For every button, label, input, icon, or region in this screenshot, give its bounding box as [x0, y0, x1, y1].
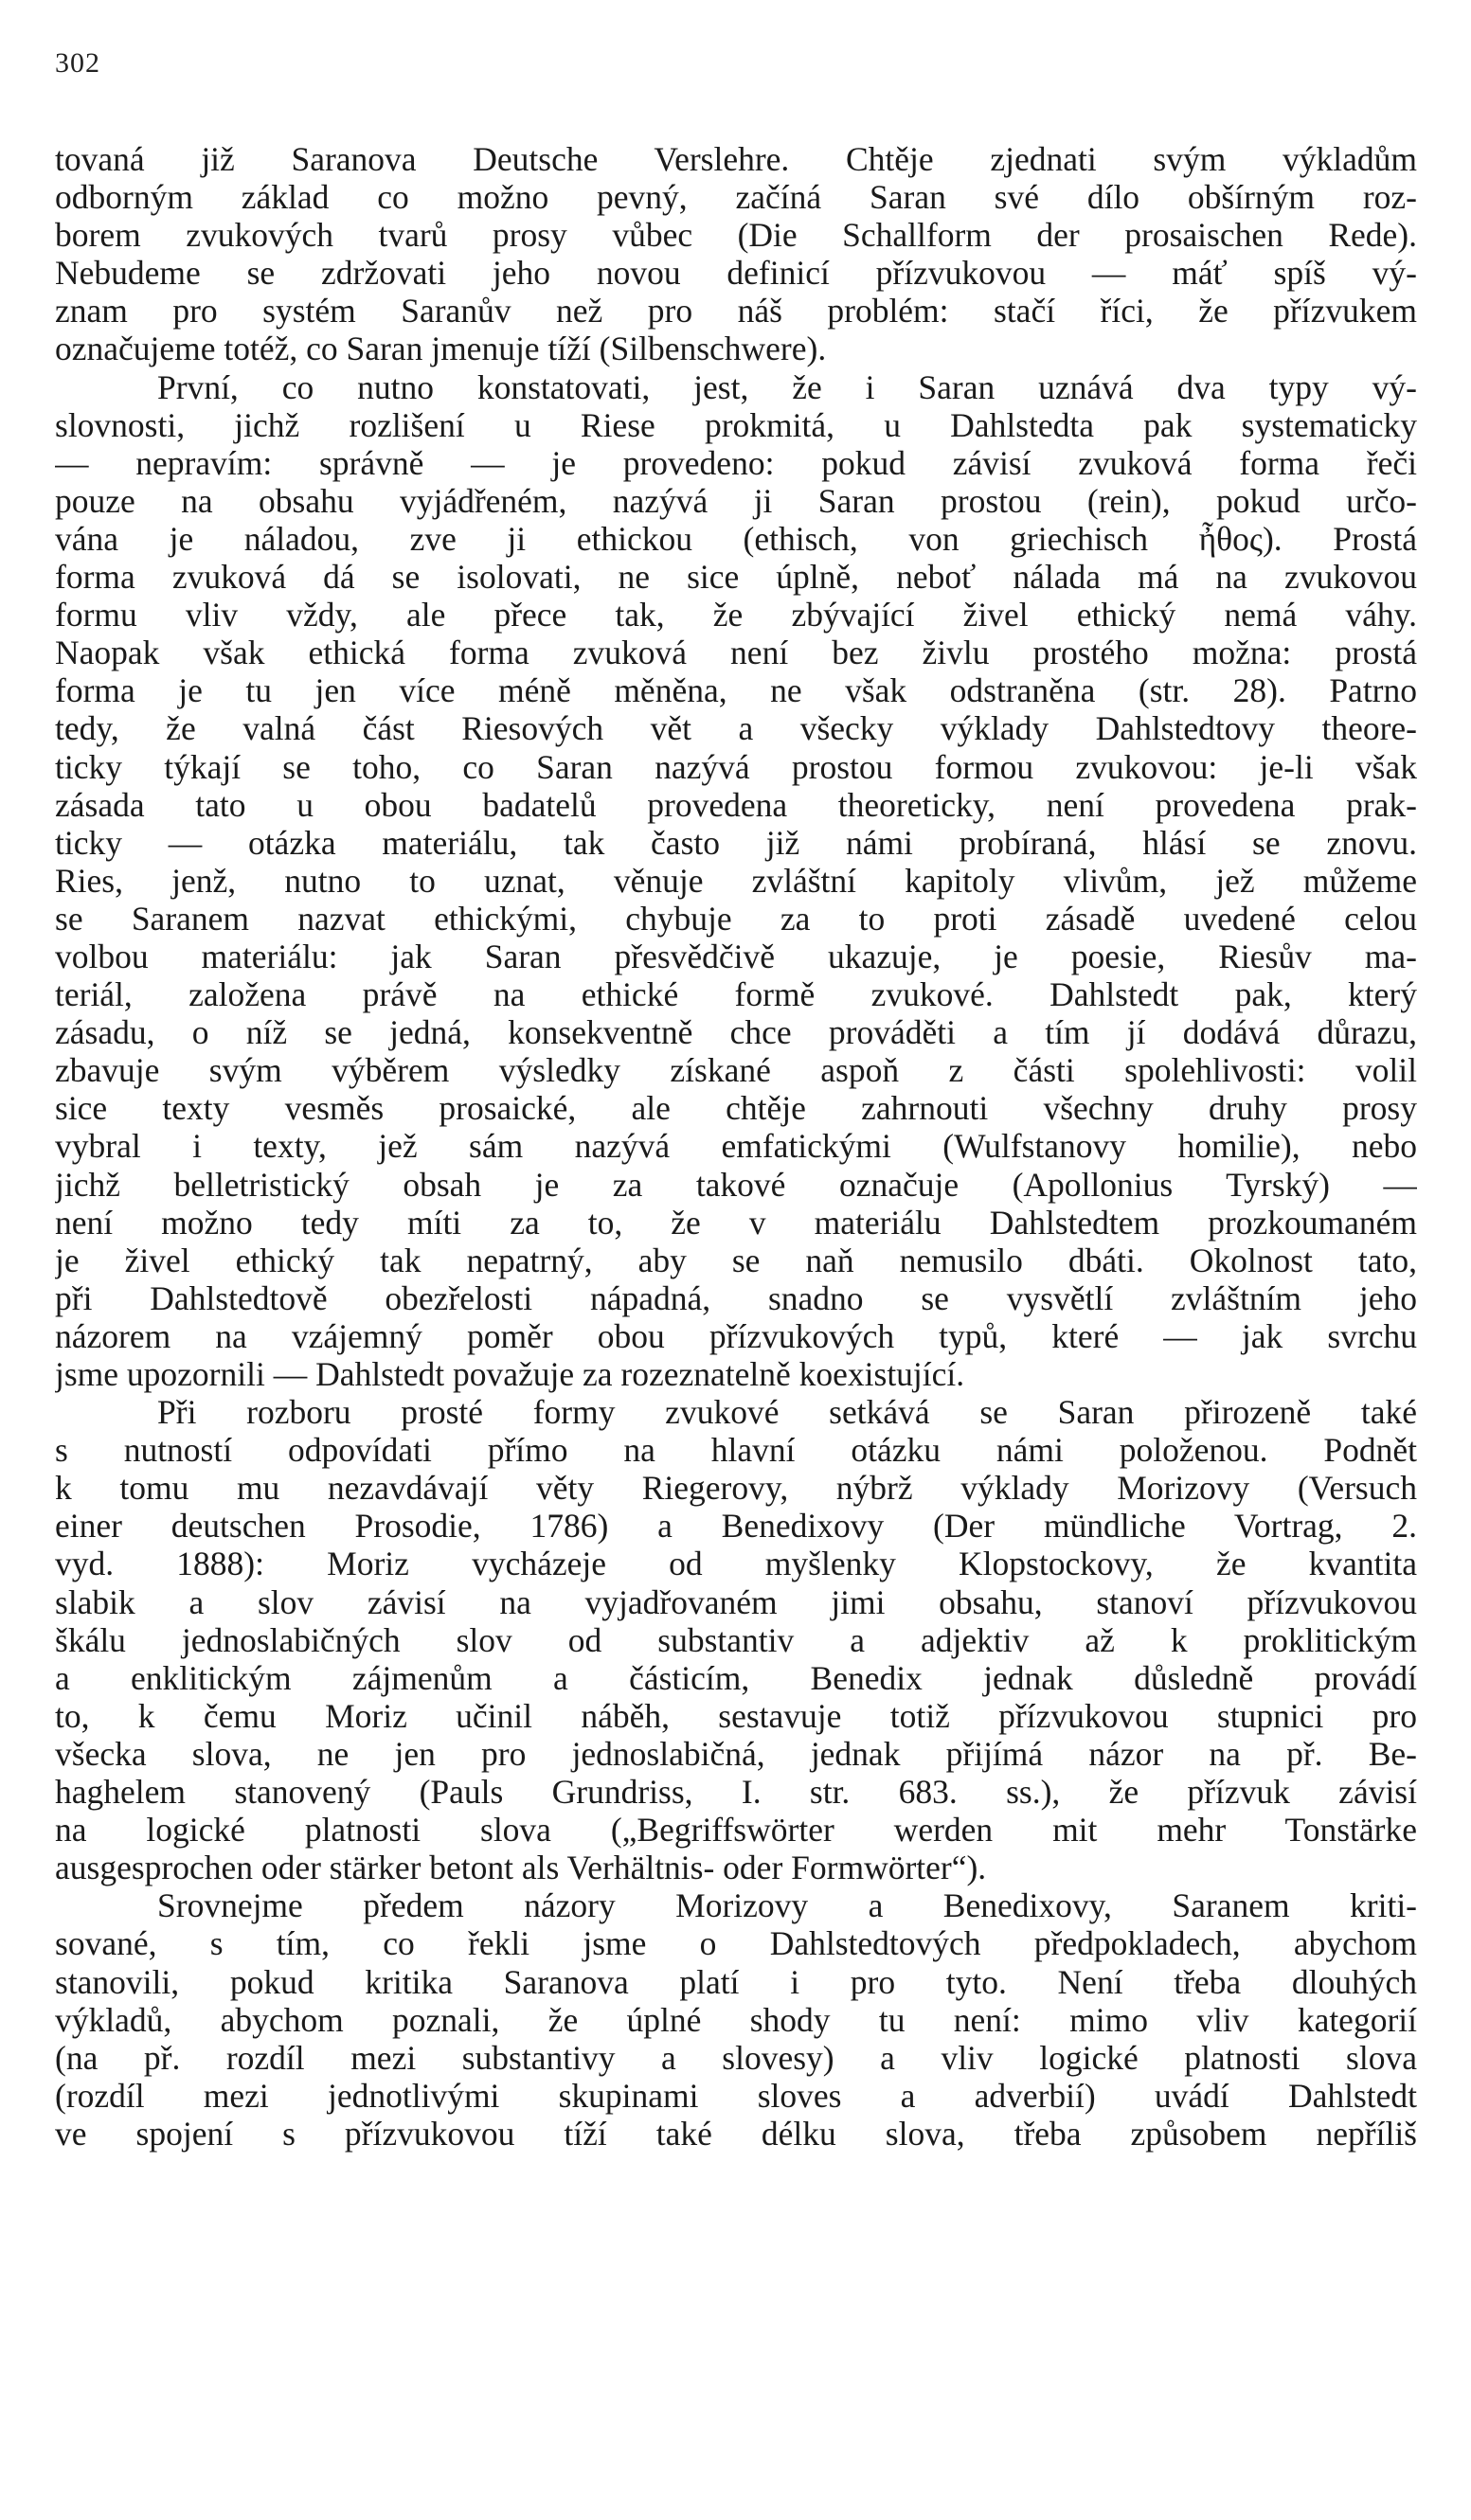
- text-line: na logické platnosti slova („Begriffswörter werden mit mehr Tonstärke: [55, 1811, 1417, 1850]
- text-line: vána je náladou, zve ji ethickou (ethisch, von griechisch ἦθος). Prostá: [55, 519, 1417, 558]
- text-line: slovnosti, jichž rozlišení u Riese prokmitá, u Dahlstedta pak systematicky: [55, 405, 1417, 444]
- text-line: formu vliv vždy, ale přece tak, že zbývající živel ethický nemá váhy.: [55, 596, 1417, 634]
- text-line: škálu jednoslabičných slov od substantiv a adjektiv až k proklitickým: [55, 1620, 1417, 1659]
- text-line: výkladů, abychom poznali, že úplné shody tu není: mimo vliv kategorií: [55, 2000, 1417, 2039]
- text-line: s nutností odpovídati přímo na hlavní otázku námi položenou. Podnět: [55, 1431, 1417, 1470]
- text-line: jsme upozornili — Dahlstedt považuje za rozeznatelně koexistující.: [55, 1355, 965, 1393]
- text-line: borem zvukových tvarů prosy vůbec (Die Schallform der prosaischen Rede).: [55, 216, 1417, 255]
- text-line: haghelem stanovený (Pauls Grundriss, I. str. 683. ss.), že přízvuk závisí: [55, 1773, 1417, 1812]
- text-line: názorem na vzájemný poměr obou přízvukových typů, které — jak svrchu: [55, 1316, 1417, 1355]
- text-line: není možno tedy míti za to, že v materiálu Dahlstedtem prozkoumaném: [55, 1203, 1417, 1242]
- text-line: Srovnejme předem názory Morizovy a Benedixovy, Saranem kriti-: [157, 1886, 1417, 1925]
- text-line: tovaná již Saranova Deutsche Verslehre. Chtěje zjednati svým výkladům: [55, 140, 1417, 178]
- text-line: vyd. 1888): Moriz vycházeje od myšlenky Klopstockovy, že kvantita: [55, 1545, 1417, 1583]
- text-line: — nepravím: správně — je provedeno: pokud závisí zvuková forma řeči: [55, 443, 1417, 482]
- text-line: označujeme totéž, co Saran jmenuje tíží (Silbenschwere).: [55, 330, 827, 368]
- text-line: jichž belletristický obsah je za takové označuje (Apollonius Tyrský) —: [55, 1165, 1417, 1204]
- text-line: sované, s tím, co řekli jsme o Dahlstedtových předpokladech, abychom: [55, 1924, 1417, 1963]
- text-line: teriál, založena právě na ethické formě zvukové. Dahlstedt pak, který: [55, 975, 1417, 1014]
- text-line: při Dahlstedtově obezřelosti nápadná, snadno se vysvětlí zvláštním jeho: [55, 1278, 1417, 1317]
- text-line: ve spojení s přízvukovou tíží také délku slova, třeba způsobem nepříliš: [55, 2114, 1417, 2153]
- paragraph: [55, 1886, 1417, 2153]
- text-line: Naopak však ethická forma zvuková není bez živlu prostého možna: prostá: [55, 634, 1417, 672]
- text-line: zásadu, o níž se jedná, konsekventně chce prováděti a tím jí dodává důrazu,: [55, 1013, 1417, 1052]
- body-text: [55, 140, 1417, 2153]
- paragraph: [55, 368, 1417, 1394]
- page-number: 302: [55, 47, 100, 79]
- text-line: Nebudeme se zdržovati jeho novou definicí přízvukovou — máť spíš vý-: [55, 254, 1417, 293]
- text-line: einer deutschen Prosodie, 1786) a Benedixovy (Der mündliche Vortrag, 2.: [55, 1507, 1417, 1546]
- text-line: ticky — otázka materiálu, tak často již námi probíraná, hlásí se znovu.: [55, 823, 1417, 862]
- text-line: vybral i texty, jež sám nazývá emfatickými (Wulfstanovy homilie), nebo: [55, 1127, 1417, 1166]
- text-line: všecka slova, ne jen pro jednoslabičná, jednak přijímá názor na př. Be-: [55, 1734, 1417, 1773]
- text-line: forma je tu jen více méně měněna, ne však odstraněna (str. 28). Patrno: [55, 671, 1417, 710]
- text-line: znam pro systém Saranův než pro náš problém: stačí říci, že přízvukem: [55, 292, 1417, 331]
- text-line: odborným základ co možno pevný, začíná Saran své dílo obšírným roz-: [55, 178, 1417, 217]
- text-line: tedy, že valná část Riesových vět a všecky výklady Dahlstedtovy theore-: [55, 709, 1417, 748]
- text-line: k tomu mu nezavdávají věty Riegerovy, nýbrž výklady Morizovy (Versuch: [55, 1469, 1417, 1508]
- text-line: zbavuje svým výběrem výsledky získané aspoň z části spolehlivosti: volil: [55, 1051, 1417, 1090]
- text-line: (rozdíl mezi jednotlivými skupinami sloves a adverbií) uvádí Dahlstedt: [55, 2076, 1417, 2115]
- text-line: (na př. rozdíl mezi substantivy a slovesy) a vliv logické platnosti slova: [55, 2038, 1417, 2077]
- text-line: pouze na obsahu vyjádřeném, nazývá ji Saran prostou (rein), pokud určo-: [55, 481, 1417, 520]
- text-line: Při rozboru prosté formy zvukové setkává se Saran přirozeně také: [157, 1393, 1417, 1432]
- text-line: to, k čemu Moriz učinil náběh, sestavuje totiž přízvukovou stupnici pro: [55, 1696, 1417, 1735]
- text-line: a enklitickým zájmenům a částicím, Benedix jednak důsledně provádí: [55, 1658, 1417, 1697]
- text-line: ticky týkají se toho, co Saran nazývá prostou formou zvukovou: je-li však: [55, 747, 1417, 786]
- text-line: se Saranem nazvat ethickými, chybuje za to proti zásadě uvedené celou: [55, 899, 1417, 938]
- text-line: ausgesprochen oder stärker betont als Verhältnis- oder Formwörter“).: [55, 1849, 987, 1887]
- text-line: je živel ethický tak nepatrný, aby se naň nemusilo dbáti. Okolnost tato,: [55, 1241, 1417, 1279]
- text-line: zásada tato u obou badatelů provedena theoreticky, není provedena prak-: [55, 785, 1417, 824]
- paragraph: [55, 1393, 1417, 1886]
- text-line: forma zvuková dá se isolovati, ne sice úplně, neboť nálada má na zvukovou: [55, 558, 1417, 597]
- text-line: stanovili, pokud kritika Saranova platí i pro tyto. Není třeba dlouhých: [55, 1962, 1417, 2001]
- text-line: sice texty vesměs prosaické, ale chtěje zahrnouti všechny druhy prosy: [55, 1089, 1417, 1128]
- paragraph: [55, 140, 1417, 368]
- text-line: slabik a slov závisí na vyjadřovaném jimi obsahu, stanoví přízvukovou: [55, 1582, 1417, 1621]
- text-line: První, co nutno konstatovati, jest, že i Saran uznává dva typy vý-: [157, 367, 1417, 406]
- text-line: Ries, jenž, nutno to uznat, věnuje zvláštní kapitoly vlivům, jež můžeme: [55, 861, 1417, 900]
- text-line: volbou materiálu: jak Saran přesvědčivě ukazuje, je poesie, Riesův ma-: [55, 937, 1417, 975]
